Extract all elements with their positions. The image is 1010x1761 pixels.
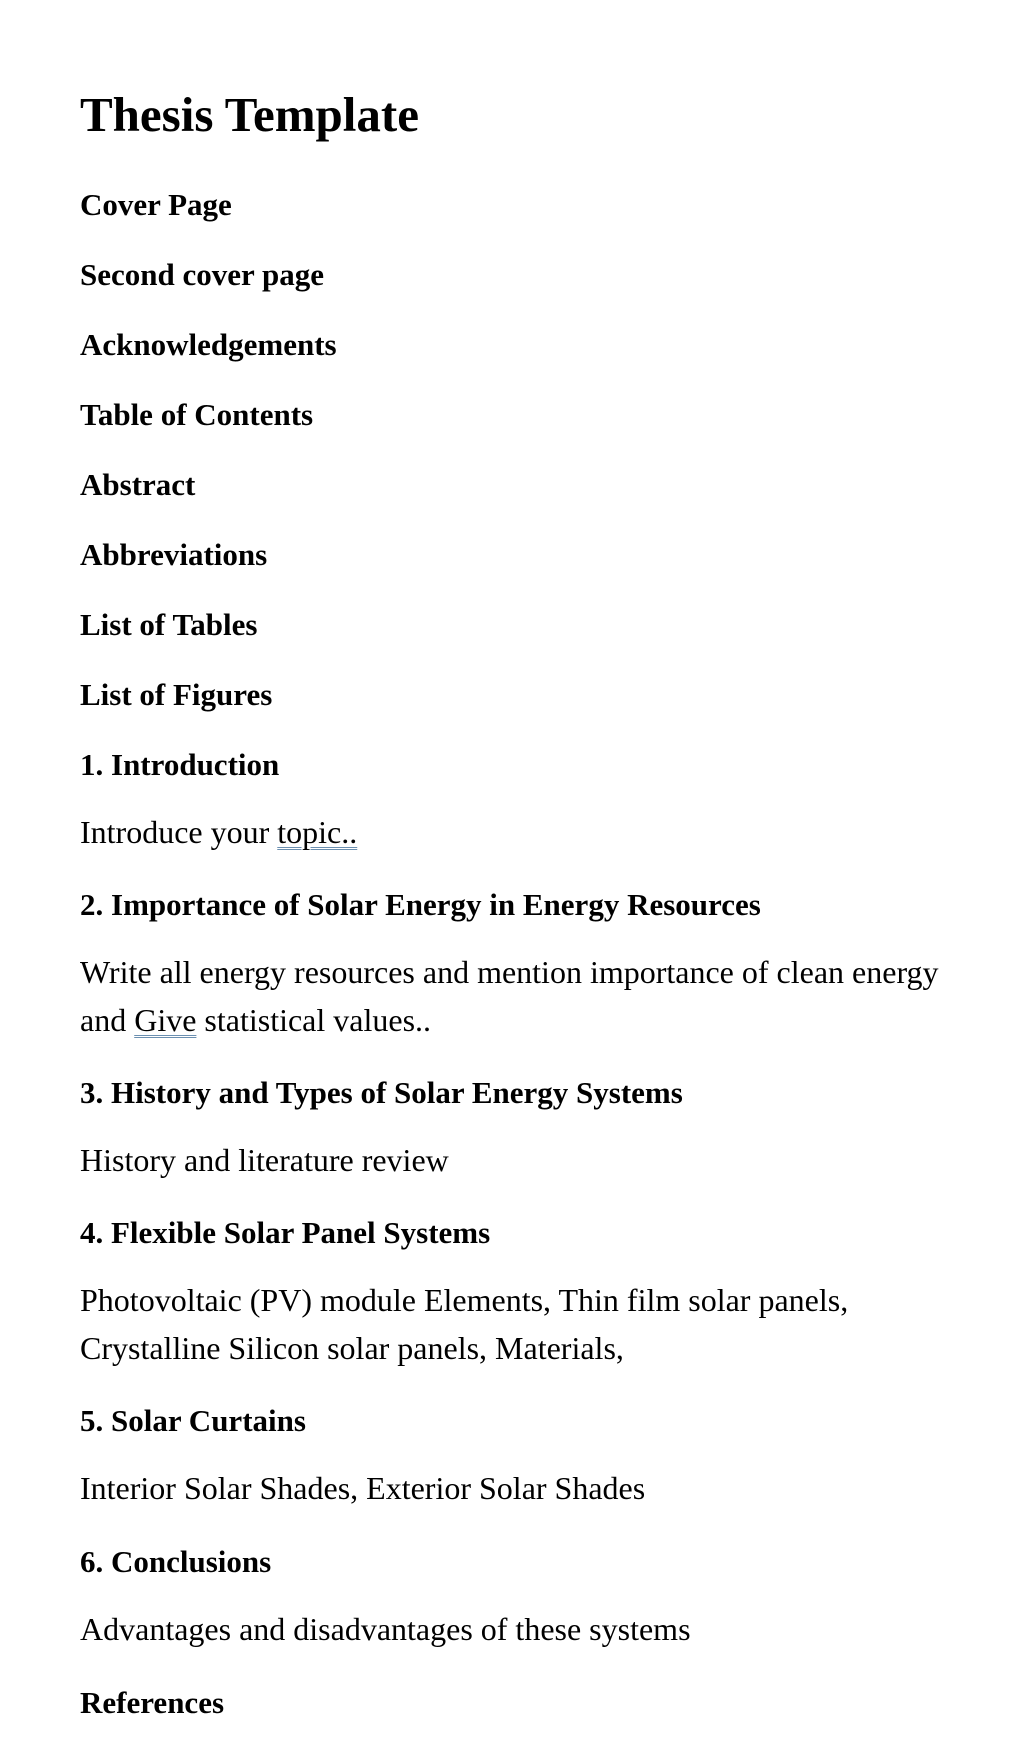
heading-list-of-figures: List of Figures <box>80 677 273 712</box>
grammar-flag-give: Give <box>134 1002 197 1038</box>
heading-abbreviations: Abbreviations <box>80 537 268 572</box>
heading-history-and-types: 3. History and Types of Solar Energy Systems <box>80 1075 683 1110</box>
heading-solar-curtains: 5. Solar Curtains <box>80 1403 306 1438</box>
paragraph-importance-tail: statistical values.. <box>196 1002 432 1038</box>
paragraph-introduction <box>80 808 940 856</box>
heading-cover-page: Cover Page <box>80 187 232 222</box>
heading-flexible-solar-panel-systems: 4. Flexible Solar Panel Systems <box>80 1215 491 1250</box>
document-title: Thesis Template <box>80 87 419 142</box>
paragraph-importance-text: Write all energy resources and mention importance of clean energy and <box>80 954 939 1038</box>
paragraph-history: History and literature review <box>80 1142 449 1178</box>
paragraph-flexible-solar-panels: Photovoltaic (PV) module Elements, Thin film solar panels, Crystalline Silicon solar panels, Materials, <box>80 1282 849 1366</box>
heading-second-cover-page: Second cover page <box>80 257 324 292</box>
heading-conclusions: 6. Conclusions <box>80 1544 272 1579</box>
paragraph-introduction-text: Introduce your <box>80 814 278 850</box>
heading-acknowledgements: Acknowledgements <box>80 327 337 362</box>
paragraph-importance <box>80 948 940 1044</box>
heading-importance-of-solar-energy: 2. Importance of Solar Energy in Energy Resources <box>80 887 761 922</box>
grammar-flag-topic: topic.. <box>277 814 358 850</box>
paragraph-solar-curtains: Interior Solar Shades, Exterior Solar Shades <box>80 1470 646 1506</box>
heading-references: References <box>80 1685 225 1720</box>
heading-list-of-tables: List of Tables <box>80 607 258 642</box>
heading-abstract: Abstract <box>80 467 196 502</box>
heading-table-of-contents: Table of Contents <box>80 397 314 432</box>
paragraph-conclusions: Advantages and disadvantages of these systems <box>80 1611 691 1647</box>
heading-introduction: 1. Introduction <box>80 747 280 782</box>
